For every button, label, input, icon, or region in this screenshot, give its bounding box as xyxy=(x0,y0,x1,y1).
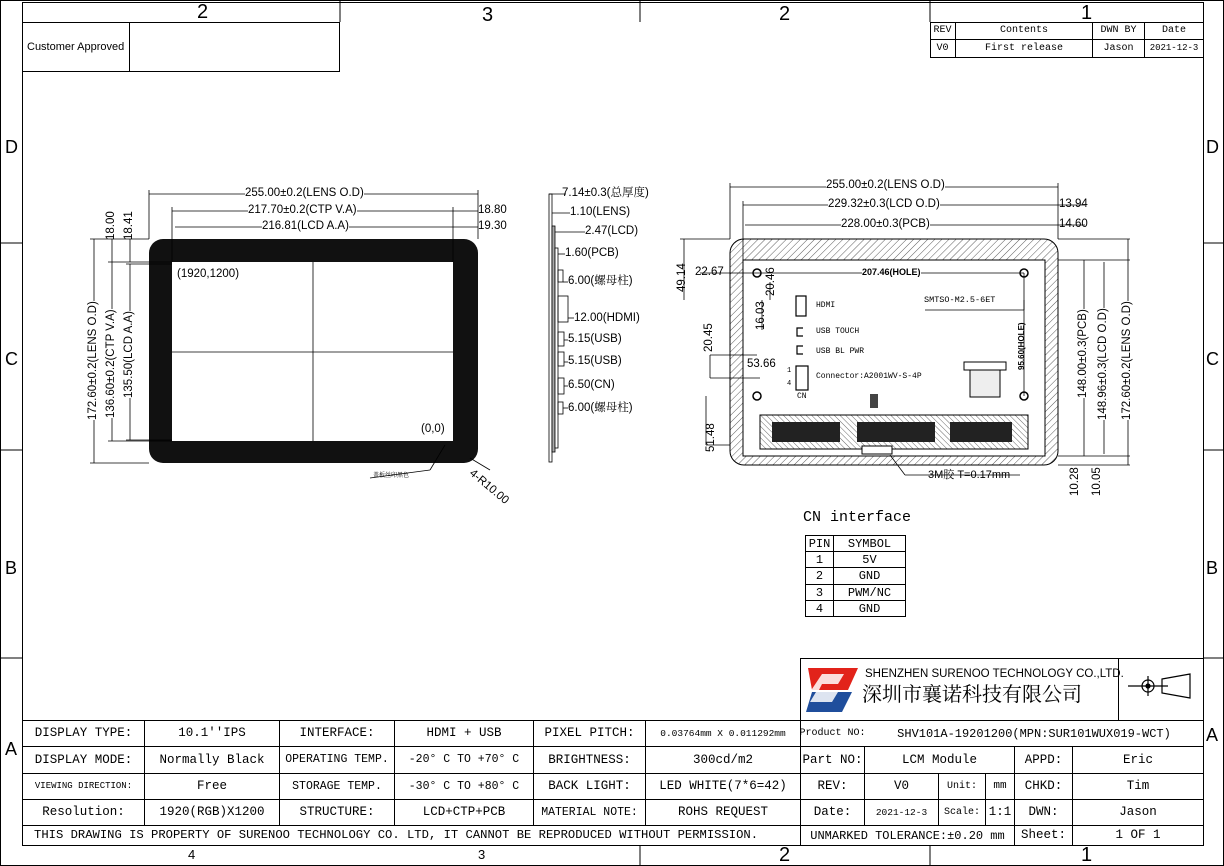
spec-label: STRUCTURE: xyxy=(299,805,375,820)
dwn-by-header: DWN BY xyxy=(1100,25,1137,36)
spec-value: LED WHITE(7*6=42) xyxy=(659,779,787,794)
spec-value: HDMI + USB xyxy=(426,726,502,741)
date-value: 2021-12-3 xyxy=(875,806,928,818)
side-view xyxy=(549,194,585,462)
back-pcb-dim: 228.00±0.3(PCB) xyxy=(841,218,930,230)
top-column-label: 2 xyxy=(779,3,791,25)
back-connector-label: Connector:A2001WV-S-4P xyxy=(816,372,922,381)
side-dim-pcb: 1.60(PCB) xyxy=(565,247,619,259)
spec-label: MATERIAL NOTE: xyxy=(541,805,638,819)
part-no-label: Part NO: xyxy=(802,752,863,767)
back-left-dim-1: 49.14 xyxy=(676,263,688,292)
product-no-label: Product NO: xyxy=(799,727,866,739)
back-dim-5148: 51.48 xyxy=(705,423,717,452)
side-dim-nut-2: 6.00(螺母柱) xyxy=(568,402,633,414)
side-dim-nut-1: 6.00(螺母柱) xyxy=(568,275,633,287)
coord-bottom-label: (0,0) xyxy=(421,423,445,435)
spec-label: BACK LIGHT: xyxy=(548,779,631,794)
side-dim-usb-2: 5.15(USB) xyxy=(568,355,622,367)
spec-value: -30° C TO +80° C xyxy=(408,779,520,793)
back-pin1-label: 1 xyxy=(787,367,792,375)
side-dim-cn: 6.50(CN) xyxy=(568,379,615,391)
company-name-en: SHENZHEN SURENOO TECHNOLOGY CO.,LTD. xyxy=(865,668,1124,680)
scale-label: Scale: xyxy=(943,806,980,818)
property-notice: THIS DRAWING IS PROPERTY OF SURENOO TECHNOLOGY CO. LTD, IT CANNOT BE REPRODUCED WITHOUT PERMISSION. xyxy=(34,828,759,843)
left-row-label: A xyxy=(5,739,18,759)
unit-label: Unit: xyxy=(946,780,977,792)
front-height-lens: 172.60±0.2(LENS O.D) xyxy=(87,301,99,420)
back-lens-od-dim: 255.00±0.2(LENS O.D) xyxy=(826,179,945,191)
spec-value: 300cd/m2 xyxy=(692,752,753,767)
appd-label: APPD: xyxy=(1024,752,1063,767)
back-bottom-dim-2: 10.05 xyxy=(1091,467,1103,496)
company-name-cn: 深圳市襄诺科技有限公司 xyxy=(862,684,1082,706)
dwn-value: Jason xyxy=(1119,805,1157,820)
top-column-label: 3 xyxy=(482,4,494,26)
right-row-label: B xyxy=(1206,558,1219,578)
spec-label: DISPLAY TYPE: xyxy=(34,726,133,741)
customer-approved-label: Customer Approved xyxy=(27,41,125,53)
back-hole-width: 207.46(HOLE) xyxy=(862,267,921,277)
scale-value: 1:1 xyxy=(988,805,1012,820)
back-left-dim-2: 22.67 xyxy=(695,266,724,278)
dwn-by-value: Jason xyxy=(1103,42,1134,54)
spec-value: LCD+CTP+PCB xyxy=(422,805,506,820)
right-row-label: D xyxy=(1206,137,1219,157)
spec-value: 0.03764mm X 0.011292mm xyxy=(660,727,786,739)
front-lens-od-dim: 255.00±0.2(LENS O.D) xyxy=(245,187,364,199)
spec-value: Normally Black xyxy=(159,752,265,767)
spec-label: STORAGE TEMP. xyxy=(292,779,382,793)
contents-header: Contents xyxy=(999,25,1048,36)
spec-value: 1920(RGB)X1200 xyxy=(159,805,265,820)
part-no-value: LCM Module xyxy=(901,752,977,767)
back-hole-height: 95.60(HOLE) xyxy=(1017,322,1026,370)
cn-header-pin: PIN xyxy=(808,536,831,551)
silk-note: 盖板丝印黑色 xyxy=(373,473,410,479)
back-dim-2045: 20.45 xyxy=(703,323,715,352)
front-lcd-aa-dim: 216.81(LCD A.A) xyxy=(262,220,349,232)
cn-row-symbol: GND xyxy=(858,569,881,583)
spec-value: -20° C TO +70° C xyxy=(408,753,520,767)
date-header: Date xyxy=(1161,25,1186,36)
front-right-offset-1: 18.80 xyxy=(478,204,507,216)
cn-row-pin: 2 xyxy=(815,569,824,583)
back-right-dim-1: 13.94 xyxy=(1059,198,1088,210)
bottom-column-label: 4 xyxy=(188,847,196,862)
unit-value: mm xyxy=(993,780,1007,792)
projection-symbol xyxy=(1128,674,1190,698)
spec-value: ROHS REQUEST xyxy=(677,805,768,820)
front-radius-dim: 4-R10.00 xyxy=(466,467,511,507)
left-row-label: D xyxy=(5,137,18,157)
bottom-column-label: 1 xyxy=(1081,844,1093,866)
side-dim-lens: 1.10(LENS) xyxy=(570,206,631,218)
spec-label: OPERATING TEMP. xyxy=(285,753,389,767)
back-height-lens: 172.60±0.2(LENS O.D) xyxy=(1121,301,1133,420)
back-usb-bl-label: USB BL PWR xyxy=(816,347,865,356)
back-dim-1603: 16.03 xyxy=(755,301,767,330)
back-usb-touch-label: USB TOUCH xyxy=(816,327,860,336)
contents-value: First release xyxy=(984,42,1063,54)
spec-value: Free xyxy=(196,779,227,794)
dwn-label: DWN: xyxy=(1028,805,1059,820)
back-tape-label: 3M胶 T=0.17mm xyxy=(928,469,1011,481)
rev-label: REV: xyxy=(817,779,848,794)
rev-value: V0 xyxy=(893,779,909,794)
company-logo xyxy=(806,668,858,712)
front-ctp-va-dim: 217.70±0.2(CTP V.A) xyxy=(248,204,357,216)
front-right-offset-2: 19.30 xyxy=(478,220,507,232)
cn-row-symbol: 5V xyxy=(862,552,877,567)
side-dim-hdmi: 12.00(HDMI) xyxy=(574,312,640,324)
top-column-label: 2 xyxy=(197,1,209,23)
front-height-ctp: 136.60±0.2(CTP V.A) xyxy=(105,309,117,418)
top-column-label: 1 xyxy=(1081,2,1093,24)
cn-interface-title: CN interface xyxy=(803,509,912,526)
side-dim-total: 7.14±0.3(总厚度) xyxy=(562,187,649,199)
front-height-lcd: 135.50(LCD A.A) xyxy=(123,311,135,398)
tolerance-note: UNMARKED TOLERANCE:±0.20 mm xyxy=(810,828,1005,843)
cn-header-symbol: SYMBOL xyxy=(847,536,892,551)
sheet-value: 1 OF 1 xyxy=(1115,828,1161,843)
right-row-label: C xyxy=(1206,349,1219,369)
right-row-label: A xyxy=(1206,725,1219,745)
back-pin4-label: 4 xyxy=(787,380,792,388)
cn-row-symbol: PWM/NC xyxy=(847,585,892,600)
chkd-value: Tim xyxy=(1126,779,1150,794)
back-hdmi-label: HDMI xyxy=(816,301,836,310)
left-row-label: B xyxy=(5,558,18,578)
front-left-offset-2: 18.41 xyxy=(123,211,135,240)
back-dim-2046: 20.46 xyxy=(765,267,777,296)
date-value: 2021-12-3 xyxy=(1149,43,1199,53)
cn-row-symbol: GND xyxy=(858,601,881,616)
coord-top-label: (1920,1200) xyxy=(177,268,240,280)
side-dim-lcd: 2.47(LCD) xyxy=(585,225,639,237)
product-no-value: SHV101A-19201200(MPN:SUR101WUX019-WCT) xyxy=(897,726,1171,741)
spec-label: INTERFACE: xyxy=(299,726,375,741)
cn-row-pin: 4 xyxy=(815,601,824,616)
chkd-label: CHKD: xyxy=(1024,779,1063,794)
back-dim-5366: 53.66 xyxy=(747,358,776,370)
back-height-lcd: 148.96±0.3(LCD O.D) xyxy=(1097,308,1109,420)
cn-row-pin: 3 xyxy=(815,585,824,600)
back-height-pcb: 148.00±0.3(PCB) xyxy=(1077,309,1089,398)
back-bottom-dim-1: 10.28 xyxy=(1069,467,1081,496)
spec-label: VIEWING DIRECTION: xyxy=(34,781,133,791)
back-cn-label: CN xyxy=(797,392,807,401)
bottom-column-label: 2 xyxy=(779,844,791,866)
rev-value: V0 xyxy=(936,42,949,54)
rev-header: REV xyxy=(933,25,952,36)
bottom-column-label: 3 xyxy=(478,847,486,862)
appd-value: Eric xyxy=(1122,752,1153,767)
front-left-offset-1: 18.00 xyxy=(105,211,117,240)
date-label: Date: xyxy=(813,805,852,820)
cn-row-pin: 1 xyxy=(815,552,824,567)
spec-label: BRIGHTNESS: xyxy=(548,752,631,767)
back-smt-label: SMTSO-M2.5-6ET xyxy=(924,295,996,305)
back-right-dim-2: 14.60 xyxy=(1059,218,1088,230)
side-dim-usb-1: 5.15(USB) xyxy=(568,333,622,345)
sheet-label: Sheet: xyxy=(1020,828,1066,843)
spec-value: 10.1''IPS xyxy=(178,726,246,741)
back-lcd-od-dim: 229.32±0.3(LCD O.D) xyxy=(828,198,940,210)
left-row-label: C xyxy=(5,349,18,369)
spec-label: DISPLAY MODE: xyxy=(34,752,133,767)
spec-label: PIXEL PITCH: xyxy=(544,726,635,741)
spec-label: Resolution: xyxy=(42,805,125,820)
